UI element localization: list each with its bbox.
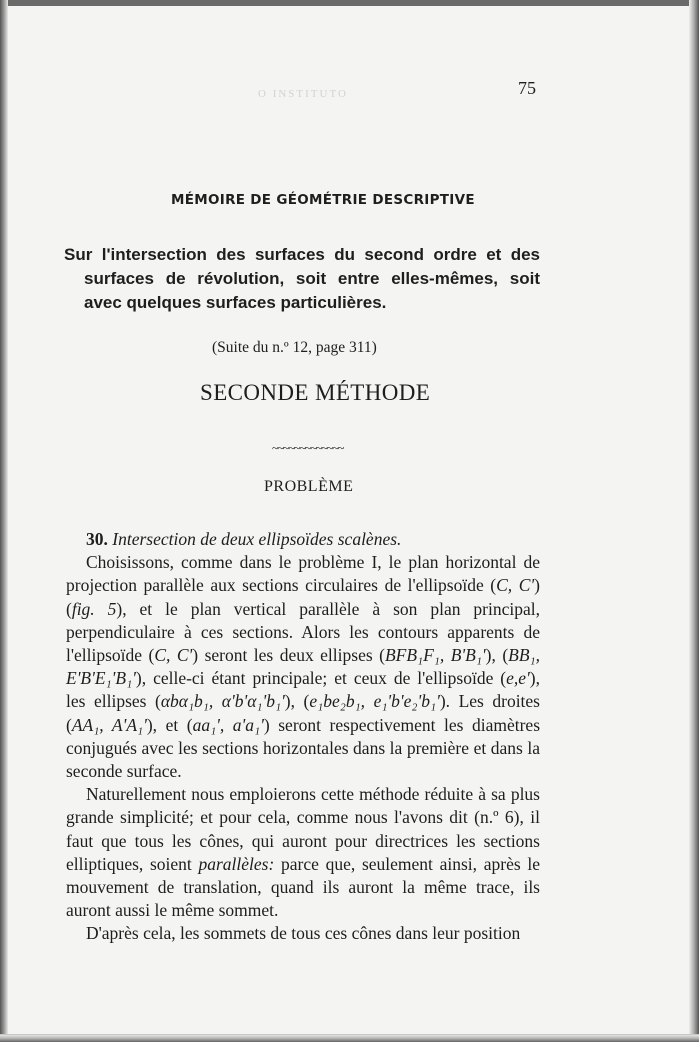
page-number: 75 <box>518 78 536 98</box>
memoir-subtitle: Sur l'intersection des surfaces du second ordre et des surfaces de révolution, soit entre elles-mêmes, soit avec quelques surfaces particulières. <box>64 245 540 312</box>
p1-math-j: BFB₁F₁, B'B₁' <box>384 645 486 666</box>
p1-math-l: BB₁, E'B'E₁'B₁' <box>66 645 541 689</box>
paragraph-1 <box>66 551 540 783</box>
problem-heading <box>66 528 540 551</box>
p1-math-r: e₁be₂b₁, e₁'b'e₂'b₁' <box>309 691 440 712</box>
p1-math-n: e,e' <box>506 668 530 689</box>
problem-title: Intersection de deux ellipsoïdes scalènes. <box>112 529 402 549</box>
problem-number: 30. <box>86 529 108 549</box>
p2-text-a: Naturellement nous emploierons cette méthode réduite à sa plus grande simplicité; et pour cela, comme nous l'avons dit (n.º 6), il faut que tous les cônes, qui auront pour directrices les sections elliptiques, soient <box>66 784 540 874</box>
paragraph-3 <box>66 922 540 945</box>
p1-text-b: I <box>371 552 378 573</box>
page-edge-bottom <box>0 1034 699 1042</box>
p2-emphasis: parallèles: <box>198 853 275 874</box>
p1-text-u: ), et ( <box>146 714 193 735</box>
p1-text-i: ) seront les deux ellipses ( <box>192 645 385 666</box>
p1-math-p: αbα₁b₁, α'b'α₁'b₁' <box>160 691 285 712</box>
p1-text-g: ), et le plan vertical parallèle à son plan principal, perpendiculaire à ces sections. Alors les contours apparents de l'ellipsoïde ( <box>66 598 540 666</box>
p1-math-h: C, C' <box>154 645 193 666</box>
continuation-note: (Suite du n.º 12, page 311) <box>212 339 377 356</box>
p1-math-t: AA₁, A'A₁' <box>71 714 147 735</box>
page-edge-top <box>0 0 699 6</box>
p1-text-m: ), celle-ci étant principale; et ceux de l'ellipsoïde ( <box>135 668 507 689</box>
p1-text-q: ), ( <box>284 691 310 712</box>
p2-text-c: parce que, seulement ainsi, après le mouvement de translation, quand ils auront la même trace, ils auront aussi le même sommet. <box>66 853 540 921</box>
p1-text-s: ). Les droites ( <box>66 691 540 735</box>
section-title: PROBLÈME <box>264 478 354 495</box>
p1-text-e: ) ( <box>66 575 540 619</box>
p1-text-k: ), ( <box>485 645 509 666</box>
running-head: O INSTITUTO <box>258 88 348 100</box>
p1-math-d: C, C' <box>496 575 535 596</box>
p1-text-c: , le plan horizontal de projection parallèle aux sections circulaires de l'ellipsoïde ( <box>66 552 540 596</box>
page-edge-left <box>0 0 8 1042</box>
p1-math-v: aa₁', a'a₁' <box>192 714 264 735</box>
paragraph-2 <box>66 783 540 922</box>
p1-fig-ref: fig. 5 <box>71 598 117 619</box>
p3-text: D'après cela, les sommets de tous ces cônes dans leur position <box>86 923 521 944</box>
memoir-title: MÉMOIRE DE GÉOMÉTRIE DESCRIPTIVE <box>171 192 475 208</box>
page-bottom-edge-line <box>0 1034 699 1035</box>
p1-text-w: ) seront respectivement les diamètres conjugués avec les sections horizontales dans la première et dans la seconde surface. <box>66 714 540 782</box>
body-text <box>66 528 540 946</box>
page-edge-right <box>689 0 699 1042</box>
ornamental-rule: ~~~~~~~~~~~~~ <box>272 441 344 455</box>
p1-text-a: Choisissons, comme dans le problème <box>86 552 365 573</box>
method-title: SECONDE MÉTHODE <box>200 380 431 405</box>
p1-text-o: ), les ellipses ( <box>66 668 540 712</box>
